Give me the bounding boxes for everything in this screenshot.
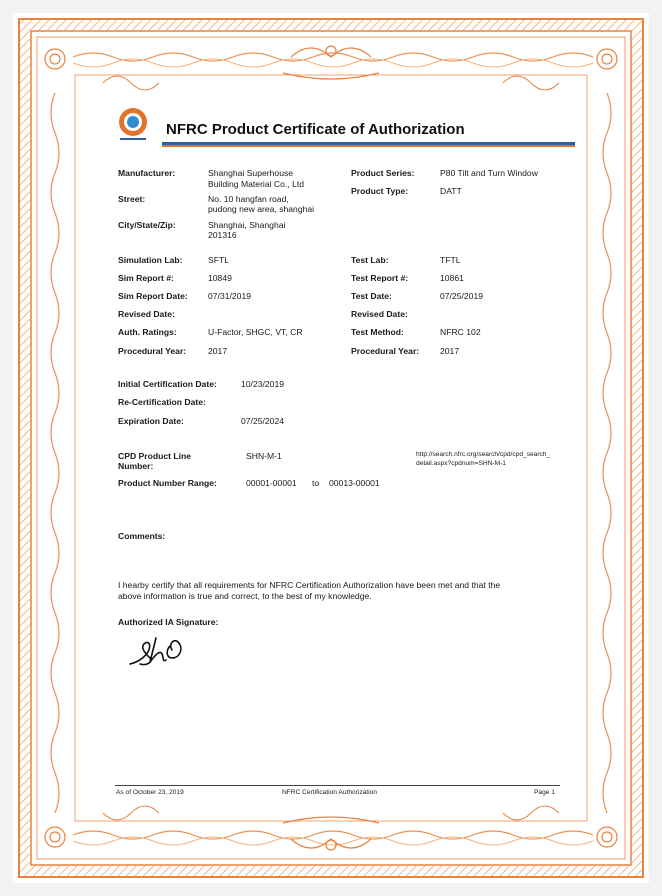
manufacturer-value-line2: Building Material Co., Ltd	[208, 179, 305, 189]
sim-row-label: Sim Report #:	[118, 273, 174, 283]
test-row-label: Test Method:	[351, 327, 404, 337]
title-rule-orange	[162, 145, 575, 147]
initial-cert-label: Initial Certification Date:	[118, 379, 217, 389]
footer-page: Page 1	[534, 789, 555, 796]
footer-center: NFRC Certification Authorization	[282, 789, 377, 796]
type-value: DATT	[440, 186, 462, 196]
test-row-value: TFTL	[440, 255, 461, 265]
sim-row-label: Procedural Year:	[118, 346, 187, 356]
comments-label: Comments:	[118, 531, 166, 541]
series-label: Product Series:	[351, 168, 415, 178]
expiration-label: Expiration Date:	[118, 416, 184, 426]
nfrc-logo-icon	[114, 105, 152, 143]
city-value-line1: Shanghai, Shanghai	[208, 220, 286, 230]
signature-image	[126, 632, 198, 672]
manufacturer-value-line1: Shanghai Superhouse	[208, 168, 294, 178]
sim-row-value: 2017	[208, 346, 228, 356]
footer-left: As of October 23, 2019	[116, 789, 184, 796]
street-value-line2: pudong new area, shanghai	[208, 204, 315, 214]
type-label: Product Type:	[351, 186, 409, 196]
sim-row-label: Sim Report Date:	[118, 291, 188, 301]
sim-row-label: Auth. Ratings:	[118, 327, 177, 337]
cpd-line-label-2: Number:	[118, 461, 154, 471]
test-row-label: Revised Date:	[351, 309, 408, 319]
expiration-value: 07/25/2024	[241, 416, 285, 426]
page-title: NFRC Product Certificate of Authorization	[166, 121, 465, 138]
series-value: P80 Tilt and Turn Window	[440, 168, 538, 178]
certify-text-line1: I hearby certify that all requirements for NFRC Certification Authorization have been met and that the	[118, 580, 501, 590]
sim-row-label: Revised Date:	[118, 309, 175, 319]
sim-row-value: SFTL	[208, 255, 230, 265]
certify-text-line2: above information is true and correct, to the best of my knowledge.	[118, 591, 372, 601]
test-row-value: 07/25/2019	[440, 291, 484, 301]
sim-row-label: Simulation Lab:	[118, 255, 183, 265]
top-ornament	[283, 46, 379, 79]
city-label: City/State/Zip:	[118, 220, 176, 230]
recert-label: Re-Certification Date:	[118, 397, 206, 407]
initial-cert-value: 10/23/2019	[241, 379, 285, 389]
test-row-value: NFRC 102	[440, 327, 481, 337]
manufacturer-label: Manufacturer:	[118, 168, 176, 178]
test-row-label: Procedural Year:	[351, 346, 420, 356]
cpd-url-line1[interactable]: http://search.nfrc.org/search/cpd/cpd_search_	[416, 451, 551, 458]
cpd-line-value: SHN-M-1	[246, 451, 282, 461]
test-row-label: Test Report #:	[351, 273, 409, 283]
street-label: Street:	[118, 194, 146, 204]
signature-label: Authorized IA Signature:	[118, 617, 219, 627]
city-value-line2: 201316	[208, 230, 237, 240]
range-to: 00013-00001	[329, 478, 380, 488]
test-row-value: 2017	[440, 346, 460, 356]
test-row-label: Test Date:	[351, 291, 392, 301]
sim-row-value: 07/31/2019	[208, 291, 252, 301]
top-wave	[73, 53, 593, 61]
test-row-value: 10861	[440, 273, 464, 283]
range-label: Product Number Range:	[118, 478, 217, 488]
sim-row-value: 10849	[208, 273, 232, 283]
street-value-line1: No. 10 hangfan road,	[208, 194, 289, 204]
range-to-word: to	[312, 478, 320, 488]
cpd-line-label: CPD Product Line	[118, 451, 192, 461]
test-row-label: Test Lab:	[351, 255, 389, 265]
footer-rule	[115, 785, 560, 786]
range-from: 00001-00001	[246, 478, 297, 488]
cpd-url-line2[interactable]: detail.aspx?cpdnum=SHN-M-1	[416, 460, 506, 467]
sim-row-value: U-Factor, SHGC, VT, CR	[208, 327, 303, 337]
